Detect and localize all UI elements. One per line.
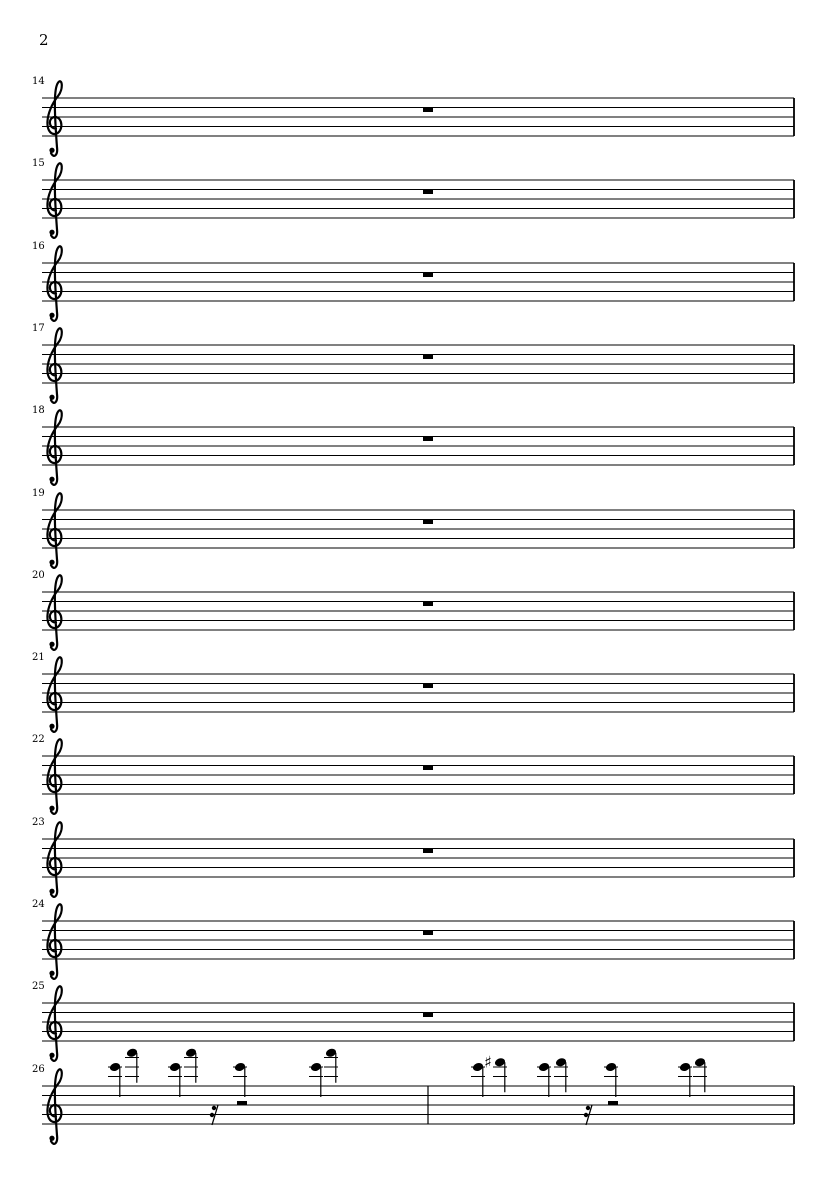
quarter-note [471,1062,485,1097]
whole-rest [423,602,433,607]
treble-clef-icon [47,822,61,897]
whole-rest [423,520,433,525]
measure-number: 20 [32,570,45,581]
staff [28,578,808,638]
staff [28,331,808,391]
treble-clef-icon [47,410,61,485]
quarter-note [324,1047,338,1082]
staff [28,166,808,226]
measure-number: 15 [32,158,45,169]
staff-system [28,899,808,967]
staff [28,742,808,802]
treble-clef-icon [47,246,61,321]
quarter-note [233,1062,247,1097]
treble-clef-icon [47,81,61,156]
measure-number: 26 [32,1064,45,1075]
staff-system [28,734,808,802]
whole-rest [423,849,433,854]
treble-clef-icon [47,739,61,814]
staff-system [28,323,808,391]
whole-rest [423,437,433,442]
measure-number: 24 [32,899,45,910]
quarter-note [108,1062,122,1097]
staff [28,249,808,309]
whole-rest [423,108,433,113]
whole-rest [423,355,433,360]
quarter-note [184,1047,198,1082]
whole-rest [423,273,433,278]
measure-number: 23 [32,817,45,828]
measure-number: 19 [32,488,45,499]
staff [28,84,808,144]
quarter-note [125,1047,139,1082]
staff [28,413,808,473]
staff [28,496,808,556]
measure-number: 22 [32,734,45,745]
treble-clef-icon [47,1069,61,1144]
treble-clef-icon [47,328,61,403]
half-rest [608,1101,618,1105]
measure-number: 16 [32,241,45,252]
staff [28,907,808,967]
page-number: 2 [39,31,49,49]
treble-clef-icon [47,163,61,238]
staff-system [28,570,808,638]
quarter-note [693,1057,707,1092]
staff [28,825,808,885]
quarter-note [604,1062,618,1097]
quarter-note [493,1057,507,1092]
treble-clef-icon [47,986,61,1061]
measure-number: 18 [32,405,45,416]
measure-number: 17 [32,323,45,334]
staff-system [28,981,808,1049]
staff [28,989,808,1049]
whole-rest [423,1013,433,1018]
staff [28,660,808,720]
staff-system [28,158,808,226]
staff-system [28,1052,808,1132]
treble-clef-icon [47,575,61,650]
quarter-note [678,1062,692,1097]
treble-clef-icon [47,657,61,732]
measure-number: 21 [32,652,45,663]
quarter-note [537,1062,551,1097]
whole-rest [423,931,433,936]
staff-system [28,488,808,556]
whole-rest [423,190,433,195]
whole-rest [423,684,433,689]
measure-number: 14 [32,76,45,87]
treble-clef-icon [47,493,61,568]
staff-system [28,652,808,720]
quarter-note [309,1062,323,1097]
staff-system [28,241,808,309]
staff-system [28,76,808,144]
treble-clef-icon [47,904,61,979]
whole-rest [423,766,433,771]
quarter-note [554,1057,568,1092]
measure-number: 25 [32,981,45,992]
staff-system [28,817,808,885]
sharp-accidental: ♯ [484,1052,492,1072]
staff-system [28,405,808,473]
half-rest [237,1101,247,1105]
quarter-note [168,1062,182,1097]
